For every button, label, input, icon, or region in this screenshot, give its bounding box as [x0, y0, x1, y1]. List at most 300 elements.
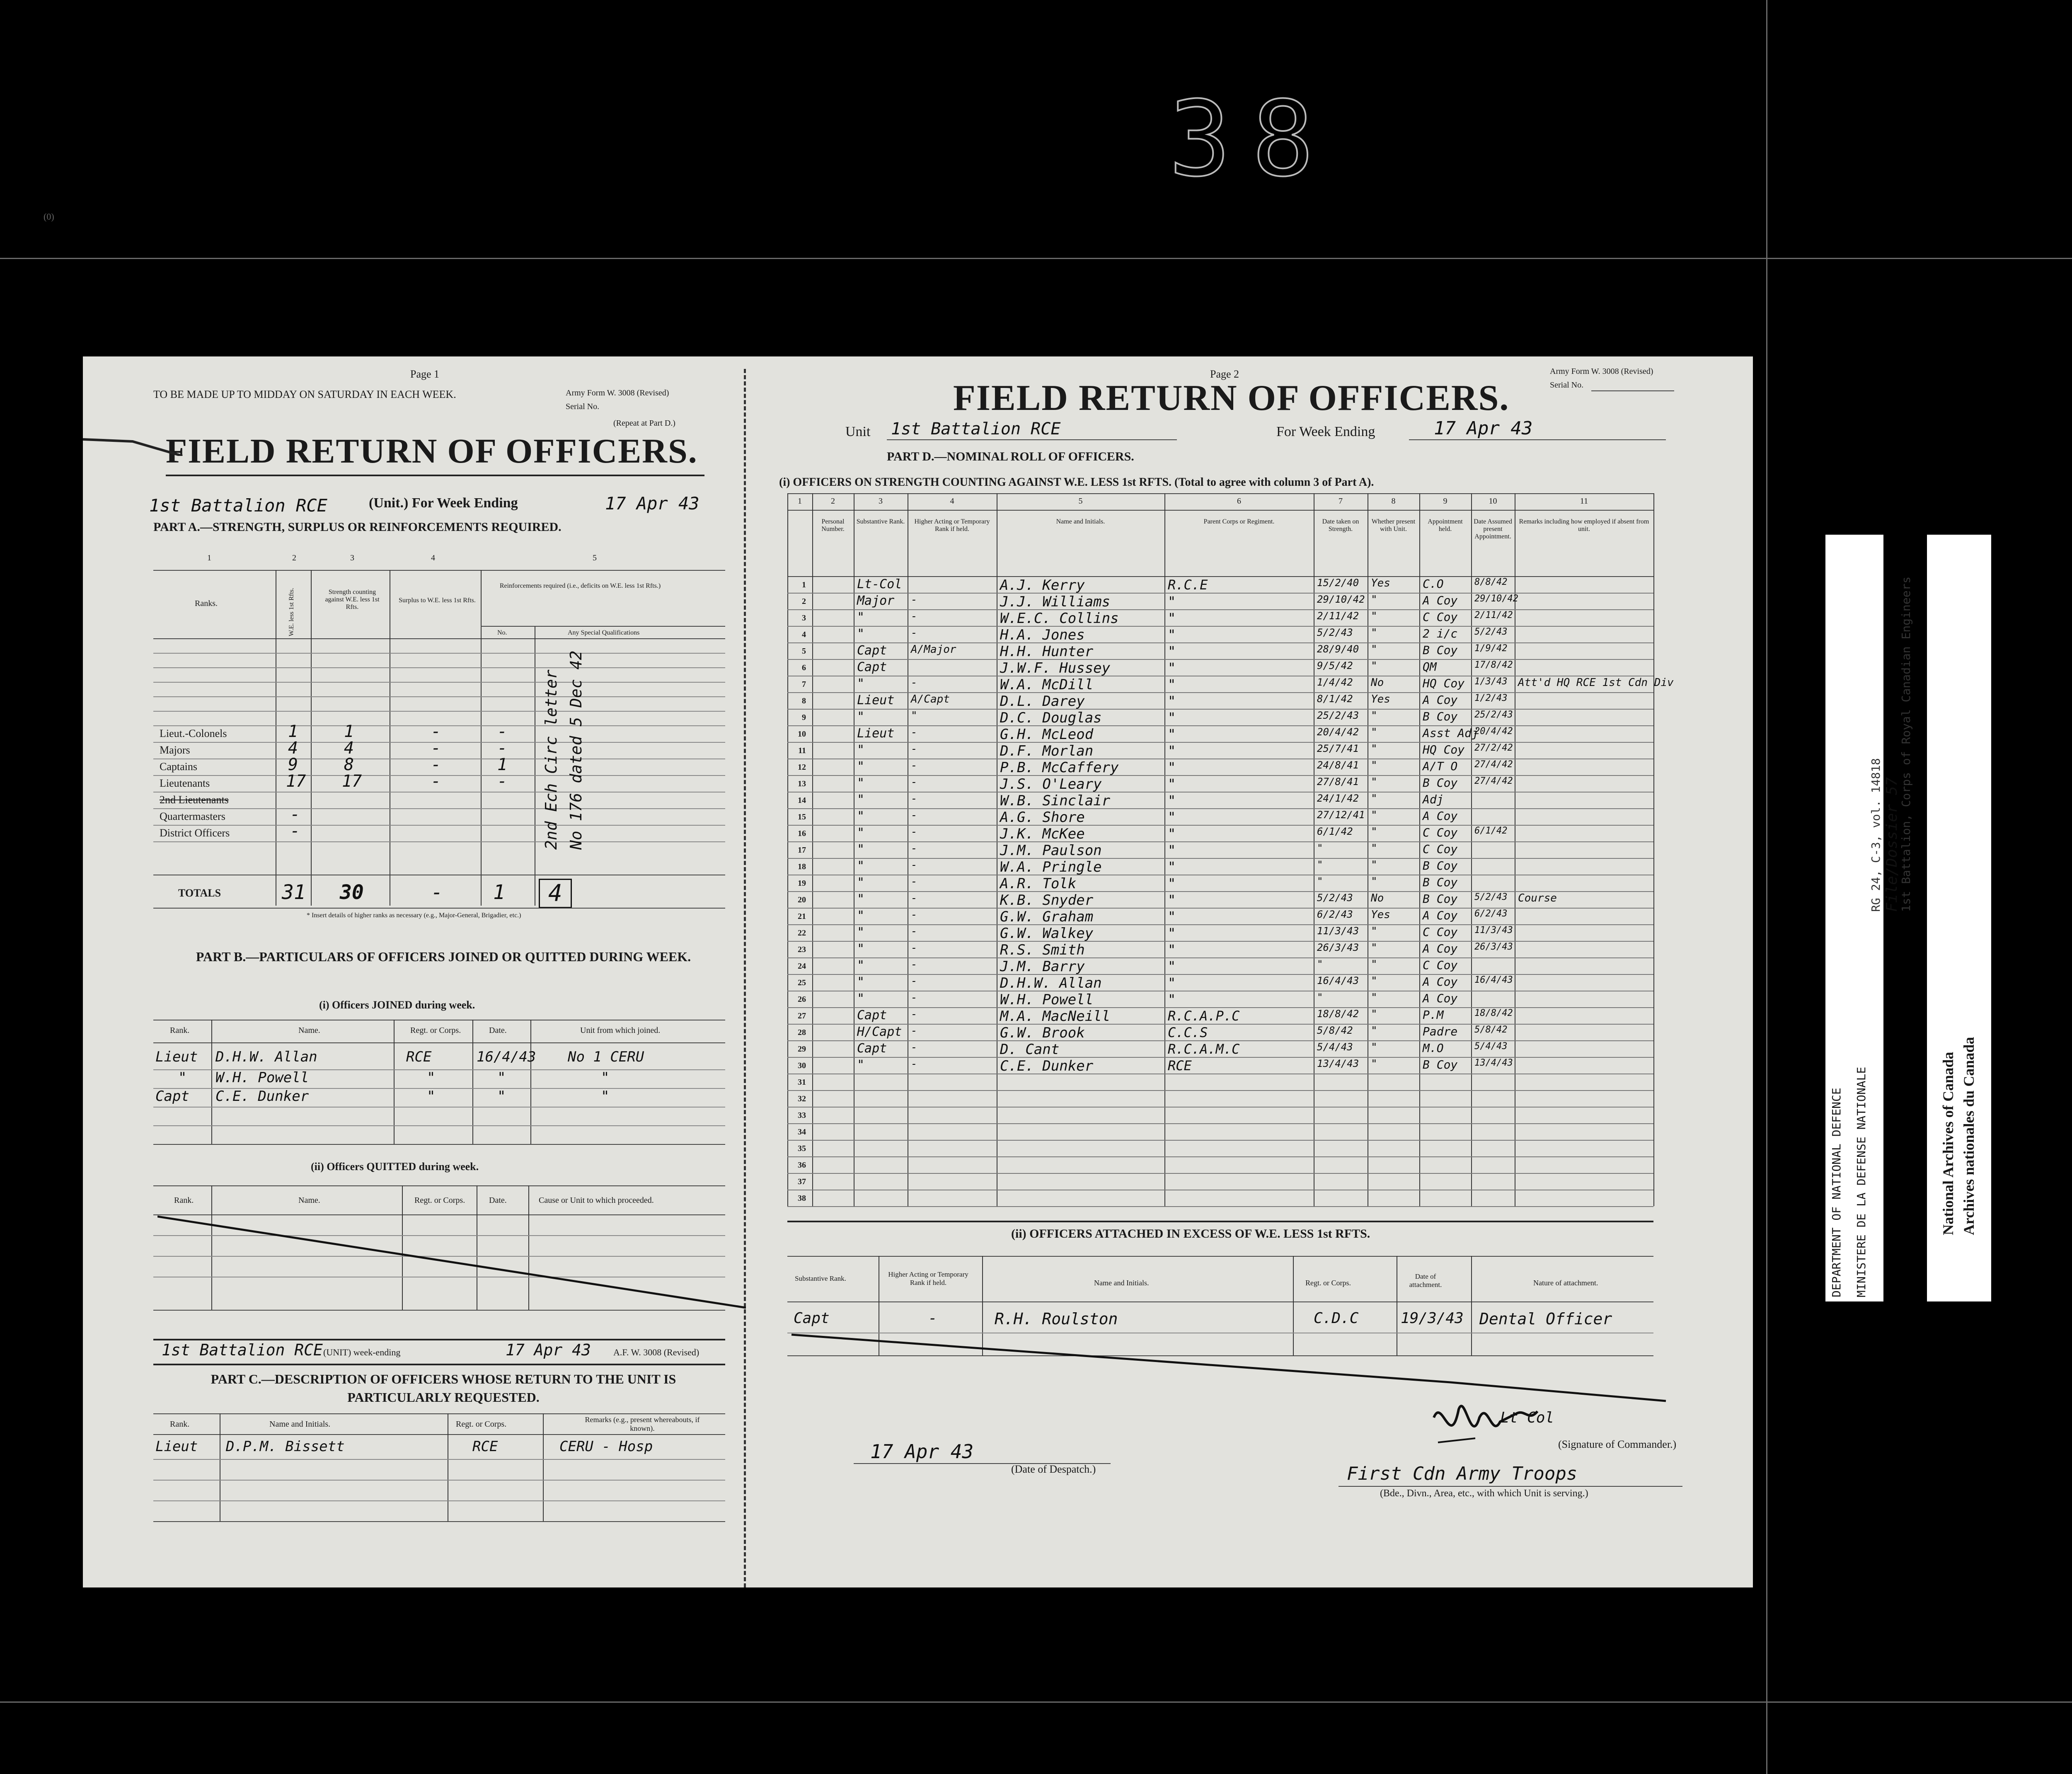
roll-rank: ": [857, 942, 865, 956]
roll-date: 11/3/43: [1317, 925, 1359, 937]
roll-top-rule: [787, 493, 1653, 494]
roll-date: 24/1/42: [1317, 792, 1359, 804]
roll-row-number: 2: [802, 597, 806, 606]
roll-rank: ": [857, 610, 865, 625]
roll-acting: -: [911, 925, 917, 938]
rank-strength: 1: [344, 722, 354, 741]
joined-header: Date.: [489, 1026, 507, 1035]
roll-name: W.H. Powell: [1000, 991, 1094, 1008]
part-a-row: [153, 667, 725, 668]
roll-present: ": [1371, 1041, 1377, 1054]
roll-row-number: 28: [798, 1028, 806, 1037]
roll-name: W.B. Sinclair: [1000, 792, 1111, 809]
roll-appt: C Coy: [1423, 925, 1458, 939]
roll-corps: ": [1168, 925, 1176, 941]
roll-num-rule: [787, 510, 1653, 511]
part-a-row: [153, 696, 725, 697]
part-a-top-rule: [153, 570, 725, 571]
roll-corps: ": [1168, 892, 1176, 908]
joined-header: Regt. or Corps.: [410, 1026, 461, 1035]
roll-corps: ": [1168, 942, 1176, 957]
roll-date: 5/8/42: [1317, 1025, 1353, 1036]
part-a-header-surplus: Surplus to W.E. less 1st Rfts.: [399, 597, 476, 604]
roll-rank: Lieut: [857, 693, 895, 708]
roll-rank: ": [857, 759, 865, 774]
roll-date: 25/7/41: [1317, 743, 1359, 754]
joined-corps: RCE: [406, 1049, 432, 1065]
attached-name: R.H. Roulston: [995, 1310, 1118, 1328]
roll-present: ": [1371, 875, 1377, 888]
part-a-header-we: W.E. less 1st Rfts.: [288, 588, 295, 636]
roll-corps: ": [1168, 958, 1176, 974]
joined-corps: ": [427, 1088, 436, 1105]
rank-we: -: [290, 822, 300, 841]
roll-row-rule: [787, 1107, 1653, 1108]
quitted-header: Name.: [298, 1196, 320, 1205]
roll-appt: QM: [1423, 660, 1437, 674]
page2-week-label: For Week Ending: [1276, 424, 1375, 439]
roll-date: 27/12/41: [1317, 809, 1365, 821]
rank-surplus: -: [431, 755, 441, 774]
roll-appt: Padre: [1423, 1025, 1458, 1038]
part-a-row: [153, 841, 725, 842]
attached-header: Name and Initials.: [1094, 1279, 1149, 1287]
roll-name: D.F. Morlan: [1000, 743, 1094, 759]
part-a-header-rule: [153, 638, 725, 639]
totals-bottom-rule: [153, 908, 725, 909]
rank-surplus: -: [431, 722, 441, 741]
roll-row-number: 11: [798, 746, 806, 755]
archive-department-fr: MINISTERE DE LA DEFENSE NATIONALE: [1854, 1066, 1868, 1297]
page1-instruction: TO BE MADE UP TO MIDDAY ON SATURDAY IN EACH WEEK.: [153, 388, 456, 400]
part-a-header-strength: Strength counting against W.E. less 1st Rfts.: [325, 589, 380, 611]
roll-date: 29/10/42: [1317, 594, 1365, 605]
rank-label: District Officers: [160, 827, 230, 839]
rank-we: -: [290, 805, 300, 824]
roll-rank: H/Capt: [857, 1025, 902, 1039]
archive-name-en: National Archives of Canada: [1940, 1052, 1956, 1235]
roll-present: Yes: [1371, 693, 1390, 705]
roll-col-number: 7: [1339, 497, 1343, 506]
roll-rank: Capt: [857, 643, 887, 658]
roll-corps: R.C.A.P.C: [1168, 1008, 1240, 1024]
roll-present: ": [1371, 809, 1377, 822]
roll-corps: ": [1168, 975, 1176, 991]
roll-date: 1/4/42: [1317, 676, 1353, 688]
roll-name: J.M. Paulson: [1000, 842, 1102, 859]
roll-rank: ": [857, 826, 865, 840]
rank-surplus: -: [431, 739, 441, 758]
roll-present: ": [1371, 1008, 1377, 1020]
roll-acting: -: [911, 892, 917, 904]
rank-label: Captains: [160, 761, 197, 773]
roll-appt-date: 1/3/43: [1474, 676, 1508, 687]
roll-corps: ": [1168, 776, 1176, 792]
roll-row-number: 20: [798, 895, 806, 904]
roll-date: 27/8/41: [1317, 776, 1359, 788]
roll-appt: B Coy: [1423, 875, 1458, 889]
roll-corps: ": [1168, 710, 1176, 725]
roll-col-number: 4: [950, 497, 954, 506]
archive-unit: 1st Battalion, Corps of Royal Canadian Engineers: [1899, 576, 1913, 912]
roll-appt: B Coy: [1423, 710, 1458, 723]
roll-col-header: Personal Number.: [821, 518, 845, 533]
joined-bottom-rule: [153, 1144, 725, 1145]
roll-present: Yes: [1371, 909, 1390, 921]
joined-name: C.E. Dunker: [215, 1088, 309, 1105]
roll-row-number: 13: [798, 779, 806, 788]
roll-row-number: 31: [798, 1078, 806, 1087]
roll-appt-date: 18/8/42: [1474, 1008, 1513, 1018]
roll-appt-date: 27/4/42: [1474, 759, 1513, 770]
roll-rank: ": [857, 743, 865, 757]
roll-rank: ": [857, 859, 865, 873]
roll-name: J.J. Williams: [1000, 594, 1111, 610]
part-a-row: [153, 711, 725, 712]
joined-row: [153, 1107, 725, 1108]
despatch-date: 17 Apr 43: [870, 1440, 974, 1463]
roll-rank: ": [857, 991, 865, 1006]
tear-mark: [83, 431, 186, 456]
page2-week-handwritten: 17 Apr 43: [1434, 418, 1533, 439]
part-a-header-reinf: Reinforcements required (i.e., deficits on W.E. less 1st Rfts.): [499, 582, 661, 589]
roll-corps: ": [1168, 875, 1176, 891]
part-a-col-num: 1: [207, 553, 211, 562]
page1-serial-no: Serial No.: [566, 402, 600, 411]
roll-date: 18/8/42: [1317, 1008, 1359, 1020]
roll-corps: ": [1168, 610, 1176, 626]
roll-row-number: 17: [798, 846, 806, 855]
part-c-top-rule: [153, 1339, 725, 1340]
roll-row-number: 22: [798, 928, 806, 938]
roll-appt: A Coy: [1423, 991, 1458, 1005]
despatch-label: (Date of Despatch.): [1011, 1463, 1096, 1475]
roll-present: No: [1371, 676, 1384, 689]
roll-name: M.A. MacNeill: [1000, 1008, 1111, 1025]
joined-unit: ": [601, 1088, 610, 1105]
roll-rank: ": [857, 958, 865, 973]
roll-date: ": [1317, 842, 1323, 854]
roll-col-number: 8: [1391, 497, 1396, 506]
roll-appt: A/T O: [1423, 759, 1458, 773]
roll-name: J.W.F. Hussey: [1000, 660, 1111, 676]
roll-name: K.B. Snyder: [1000, 892, 1094, 909]
roll-row-number: 36: [798, 1161, 806, 1170]
roll-row-number: 18: [798, 862, 806, 871]
roll-col-rule: [1164, 493, 1165, 1206]
roll-col-number: 2: [831, 497, 835, 506]
rank-we: 17: [286, 772, 306, 791]
roll-col-rule: [787, 493, 788, 1206]
roll-rank: Capt: [857, 1041, 887, 1056]
part-c-form: A.F. W. 3008 (Revised): [613, 1347, 700, 1357]
roll-col-number: 1: [798, 497, 802, 506]
roll-corps: ": [1168, 792, 1176, 808]
roll-date: 6/2/43: [1317, 909, 1353, 920]
joined-unit: ": [601, 1069, 610, 1086]
roll-col-header: Parent Corps or Regiment.: [1203, 518, 1275, 525]
roll-name: R.S. Smith: [1000, 942, 1085, 958]
roll-row-number: 9: [802, 713, 806, 722]
roll-present: ": [1371, 1058, 1377, 1070]
quitted-header: Regt. or Corps.: [414, 1196, 465, 1205]
part-c-week-handwritten: 17 Apr 43: [506, 1341, 591, 1359]
joined-row: [153, 1125, 725, 1126]
part-a-row: [153, 682, 725, 683]
roll-col-rule: [812, 493, 813, 1206]
roll-date: ": [1317, 875, 1323, 887]
roll-appt-date: 11/3/43: [1474, 925, 1513, 935]
attached-acting: -: [928, 1310, 937, 1327]
part-a-row: [153, 653, 725, 654]
roll-appt-date: 17/8/42: [1474, 660, 1513, 670]
part-a-title: PART A.—STRENGTH, SURPLUS OR REINFORCEMENTS REQUIRED.: [153, 520, 562, 534]
roll-rank: ": [857, 710, 865, 724]
joined-header: Name.: [298, 1026, 320, 1035]
roll-appt-date: 5/2/43: [1474, 627, 1508, 637]
roll-row-rule: [787, 659, 1653, 660]
roll-appt: B Coy: [1423, 1058, 1458, 1071]
roll-present: ": [1371, 610, 1377, 623]
total-boxed: 4: [539, 879, 572, 908]
attached-header: Higher Acting or Temporary Rank if held.: [888, 1270, 968, 1287]
attached-header: Regt. or Corps.: [1305, 1279, 1351, 1287]
quitted-header: Cause or Unit to which proceeded.: [539, 1196, 654, 1205]
roll-row-number: 25: [798, 978, 806, 987]
roll-corps: ": [1168, 909, 1176, 924]
roll-acting: -: [911, 676, 917, 689]
roll-row-number: 16: [798, 829, 806, 838]
roll-date: ": [1317, 859, 1323, 870]
roll-appt: A Coy: [1423, 909, 1458, 922]
page1-title: FIELD RETURN OF OFFICERS.: [166, 432, 698, 470]
page2-army-form: Army Form W. 3008 (Revised): [1550, 367, 1653, 376]
roll-corps: R.C.A.M.C: [1168, 1041, 1240, 1057]
section-ii-title: (ii) OFFICERS ATTACHED IN EXCESS OF W.E. LESS 1st RFTS.: [1011, 1227, 1370, 1241]
roll-appt: C Coy: [1423, 842, 1458, 856]
joined-header-rule: [153, 1042, 725, 1043]
roll-col-number: 3: [879, 497, 883, 506]
rank-reinf: -: [497, 722, 508, 741]
joined-name: D.H.W. Allan: [215, 1049, 317, 1065]
quitted-strike-line: [157, 1214, 746, 1310]
roll-appt: C Coy: [1423, 958, 1458, 972]
roll-rank: ": [857, 792, 865, 807]
part-c-rank: Lieut: [155, 1438, 198, 1455]
roll-name: D.C. Douglas: [1000, 710, 1102, 726]
frame-number: 38: [1169, 79, 1335, 199]
roll-row-number: 3: [802, 613, 806, 623]
roll-col-rule: [1471, 493, 1472, 1206]
roll-appt: HQ Coy: [1423, 743, 1465, 756]
roll-row-rule: [787, 1123, 1653, 1124]
roll-appt: C.O: [1423, 577, 1444, 591]
film-frame-right: [1766, 0, 1767, 1774]
archive-reference: RG 24, C-3, vol. 14818: [1869, 758, 1883, 912]
roll-name: W.A. Pringle: [1000, 859, 1102, 875]
roll-appt: B Coy: [1423, 859, 1458, 872]
part-c-row: [153, 1500, 725, 1501]
corner-mark: (0): [44, 211, 54, 222]
roll-rank: ": [857, 909, 865, 923]
attached-top-rule: [787, 1256, 1653, 1257]
part-c-header: Name and Initials.: [269, 1420, 331, 1429]
roll-appt-date: 16/4/43: [1474, 975, 1513, 985]
roll-row-number: 38: [798, 1194, 806, 1203]
page1-label: Page 1: [410, 368, 440, 380]
roll-col-number: 5: [1078, 497, 1083, 506]
roll-col-header: Remarks including how employed if absent from unit.: [1519, 518, 1649, 533]
page2-unit-handwritten: 1st Battalion RCE: [891, 419, 1061, 439]
roll-appt: B Coy: [1423, 643, 1458, 657]
part-c-remarks: CERU - Hosp: [559, 1438, 653, 1455]
roll-row-number: 10: [798, 729, 806, 739]
roll-present: ": [1371, 958, 1377, 971]
roll-row-number: 30: [798, 1061, 806, 1070]
roll-appt-date: 27/4/42: [1474, 776, 1513, 786]
part-c-header-rule: [153, 1434, 725, 1435]
part-a-header-no: No.: [497, 629, 507, 636]
roll-appt: A Coy: [1423, 809, 1458, 823]
part-a-col-rule: [311, 570, 312, 906]
roll-corps: ": [1168, 991, 1176, 1007]
roll-appt: C Coy: [1423, 826, 1458, 839]
totals-label: TOTALS: [178, 887, 221, 899]
roll-appt-date: 1/9/42: [1474, 643, 1508, 654]
quitted-bottom-rule: [153, 1310, 725, 1311]
part-c-header: Rank.: [170, 1420, 190, 1429]
roll-col-header: Date taken on Strength.: [1322, 518, 1359, 533]
special-qualification-note: 2nd Ech Circ letter No 176 dated 5 Dec 42: [542, 650, 585, 850]
joined-rank: ": [178, 1069, 187, 1086]
roll-acting: -: [911, 1058, 917, 1070]
rank-reinf: -: [497, 739, 508, 758]
title-underline: [166, 475, 704, 476]
roll-corps: ": [1168, 726, 1176, 742]
roll-appt-date: 13/4/43: [1474, 1058, 1513, 1068]
roll-appt: C Coy: [1423, 610, 1458, 624]
part-c-bottom-rule: [153, 1521, 725, 1522]
roll-present: ": [1371, 643, 1377, 656]
archive-file: File/Dossier 57: [1883, 777, 1900, 912]
roll-rank: ": [857, 842, 865, 857]
roll-date: 5/2/43: [1317, 892, 1353, 904]
roll-present: ": [1371, 991, 1377, 1004]
roll-present: ": [1371, 826, 1377, 838]
part-c-header: Remarks (e.g., present whereabouts, if known).: [585, 1415, 700, 1432]
roll-name: A.J. Kerry: [1000, 577, 1085, 594]
roll-acting: ": [911, 710, 917, 722]
roll-header-rule: [787, 576, 1653, 577]
part-c-row: [153, 1480, 725, 1481]
page1-repeat-note: (Repeat at Part D.): [613, 419, 675, 428]
roll-acting: -: [911, 776, 917, 788]
roll-present: ": [1371, 710, 1377, 722]
rank-label: Lieutenants: [160, 777, 210, 789]
part-c-col-rule: [543, 1413, 544, 1521]
joined-date: ": [497, 1069, 506, 1086]
roll-rank: ": [857, 1058, 865, 1072]
roll-date: ": [1317, 991, 1323, 1003]
roll-acting: -: [911, 909, 917, 921]
roll-appt-date: 25/2/43: [1474, 710, 1513, 720]
quitted-header: Date.: [489, 1196, 507, 1205]
attached-date: 19/3/43: [1401, 1310, 1464, 1327]
part-a-col-num: 2: [292, 553, 296, 562]
part-c-unit-label: (UNIT) week-ending: [323, 1347, 401, 1357]
roll-row-number: 37: [798, 1177, 806, 1186]
roll-acting: -: [911, 1025, 917, 1037]
roll-date: 6/1/42: [1317, 826, 1353, 837]
roll-col-rule: [1653, 493, 1654, 1206]
roll-name: J.S. O'Leary: [1000, 776, 1102, 792]
week-line: [1409, 439, 1666, 440]
roll-present: ": [1371, 594, 1377, 606]
total-strength: 30: [340, 881, 364, 904]
joined-date: 16/4/43: [477, 1049, 536, 1065]
roll-acting: -: [911, 1008, 917, 1020]
part-b-title: PART B.—PARTICULARS OF OFFICERS JOINED OR QUITTED DURING WEEK.: [196, 949, 691, 964]
roll-appt: HQ Coy: [1423, 676, 1465, 690]
rank-reinf: -: [497, 772, 508, 791]
roll-appt: Asst Adj: [1423, 726, 1479, 740]
film-frame-top: [0, 258, 2072, 259]
formation-line: [1339, 1486, 1682, 1487]
roll-col-header: Higher Acting or Temporary Rank if held.: [914, 518, 990, 533]
roll-rank: Capt: [857, 1008, 887, 1023]
roll-row-number: 15: [798, 812, 806, 822]
roll-rank: ": [857, 875, 865, 890]
roll-acting: -: [911, 809, 917, 822]
roll-row-number: 1: [802, 580, 806, 589]
roll-acting: A/Capt: [911, 693, 950, 705]
joined-corps: ": [427, 1069, 436, 1086]
roll-row-number: 34: [798, 1127, 806, 1137]
page1-week-handwritten: 17 Apr 43: [605, 493, 700, 514]
roll-corps: C.C.S: [1168, 1025, 1208, 1040]
rank-label: Quartermasters: [160, 810, 225, 822]
rank-we: 1: [288, 722, 298, 741]
roll-corps: ": [1168, 676, 1176, 692]
rank-we: 4: [288, 739, 298, 758]
roll-appt: M.O: [1423, 1041, 1444, 1055]
roll-acting: -: [911, 842, 917, 855]
roll-rank: ": [857, 892, 865, 906]
roll-row-number: 8: [802, 696, 806, 705]
roll-date: 2/11/42: [1317, 610, 1359, 622]
roll-present: Yes: [1371, 577, 1390, 589]
roll-acting: -: [911, 743, 917, 755]
joined-header: Rank.: [170, 1026, 190, 1035]
roll-row-rule: [787, 1206, 1653, 1207]
rank-strength: 8: [344, 755, 354, 774]
roll-col-rule: [1419, 493, 1420, 1206]
roll-present: ": [1371, 726, 1377, 739]
roll-appt-date: 1/2/43: [1474, 693, 1508, 703]
roll-appt-date: 2/11/42: [1474, 610, 1513, 620]
archive-department-en: DEPARTMENT OF NATIONAL DEFENCE: [1830, 1088, 1843, 1297]
roll-appt-date: 20/4/42: [1474, 726, 1513, 737]
roll-row-number: 19: [798, 879, 806, 888]
roll-name: H.A. Jones: [1000, 627, 1085, 643]
part-c-row: [153, 1459, 725, 1460]
quitted-top-rule: [153, 1185, 725, 1186]
page2-unit-label: Unit: [845, 424, 871, 439]
joined-header: Unit from which joined.: [580, 1026, 661, 1035]
page2-label: Page 2: [1210, 368, 1239, 380]
roll-name: J.K. McKee: [1000, 826, 1085, 842]
part-a-col-rule: [481, 570, 482, 906]
